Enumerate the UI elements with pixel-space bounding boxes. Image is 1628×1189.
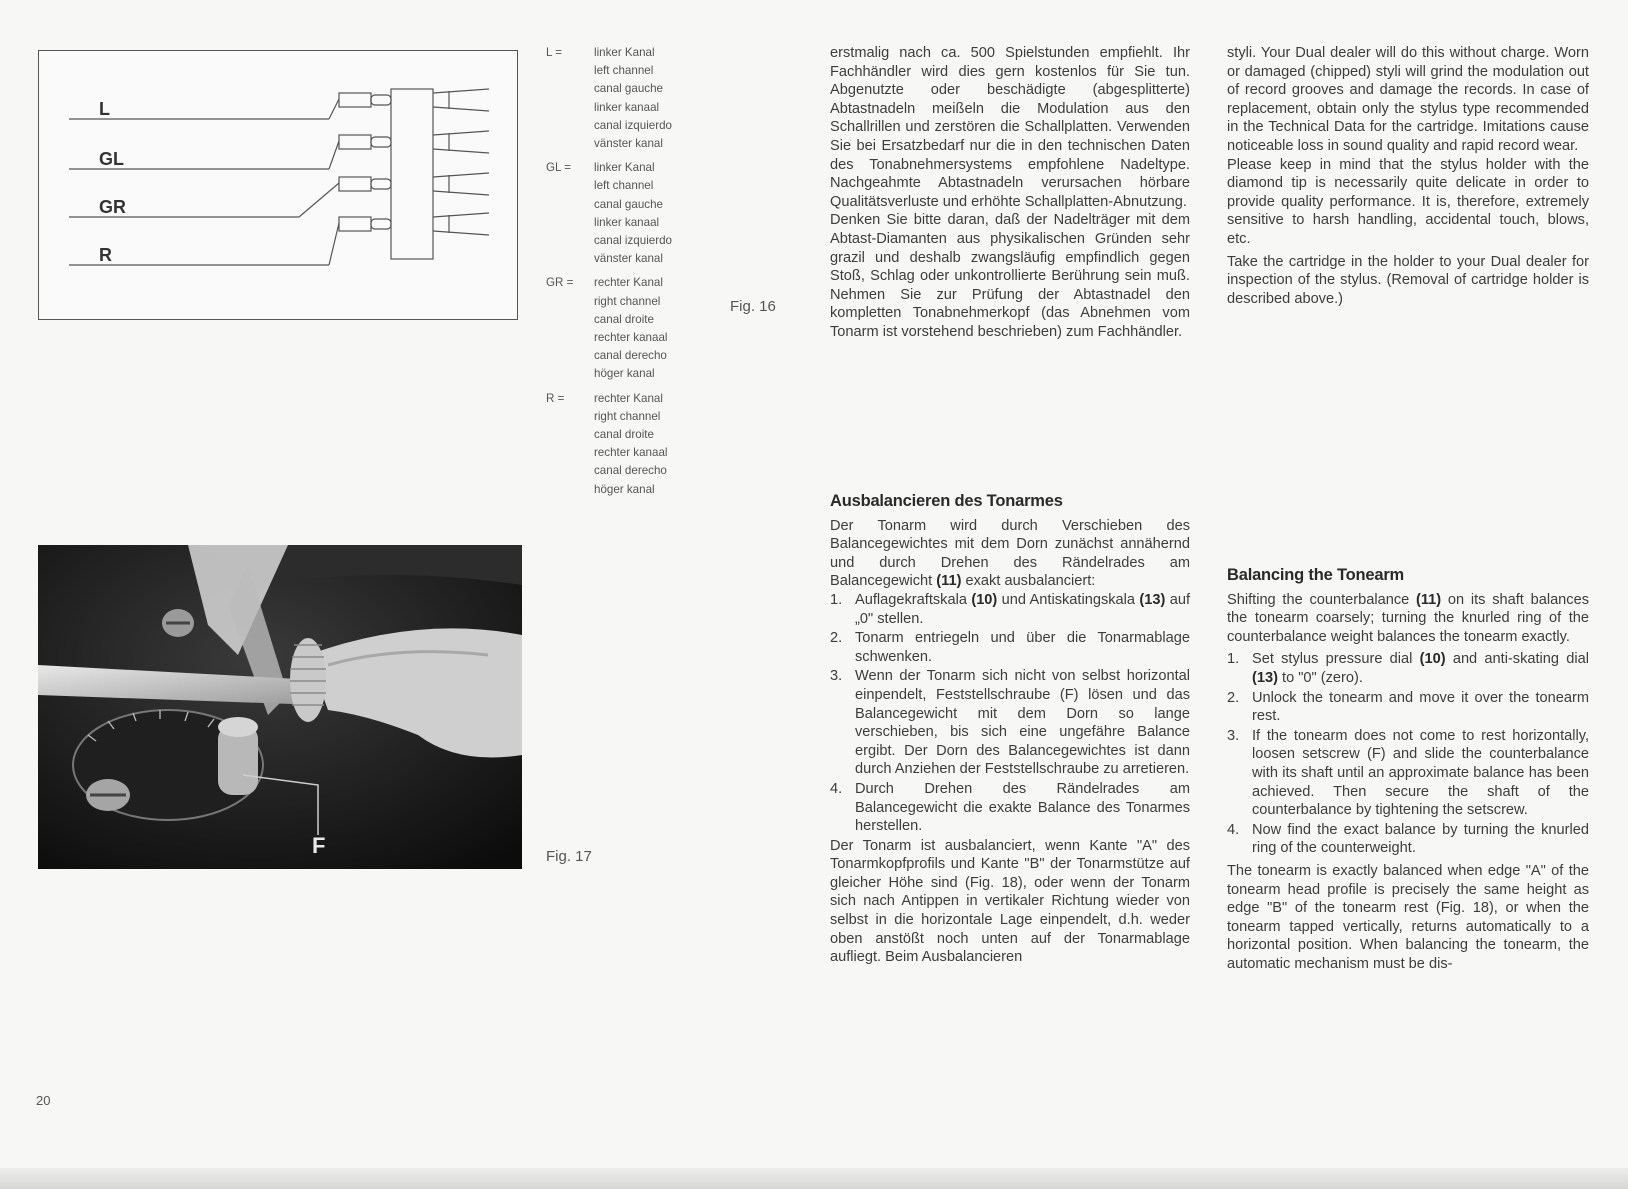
channel-legend bbox=[546, 44, 716, 505]
german-steps bbox=[830, 591, 1190, 836]
legend-line: rechter Kanal bbox=[594, 391, 663, 405]
legend-line: right channel bbox=[594, 294, 661, 308]
legend-line: linker Kanal bbox=[594, 46, 655, 59]
step-number: 2. bbox=[830, 630, 843, 647]
step-number: 1. bbox=[1227, 651, 1240, 668]
legend-line: vänster kanal bbox=[594, 252, 663, 266]
step-text-b: und Antiskatingskala bbox=[1001, 591, 1136, 608]
wiring-schematic bbox=[39, 51, 517, 319]
legend-group-GR bbox=[546, 274, 716, 383]
legend-line: canal gauche bbox=[594, 82, 663, 96]
step-text: Wenn der Tonarm sich nicht von selbst horizontal einpendelt, Feststellschraube (F) lösen und das Balancegewicht mit dem Dorn so lange verschieben, bis sich eine ungefähre Balance ergibt. Der Dorn des Balancegewichtes ist dann durch Anziehen der Feststellschraube zu arretieren. bbox=[855, 668, 1190, 778]
legend-line: canal izquierdo bbox=[594, 118, 672, 132]
legend-line: left channel bbox=[594, 64, 654, 78]
german-heading: Ausbalancieren des Tonarmes bbox=[830, 492, 1063, 510]
english-step bbox=[1227, 821, 1589, 858]
step-text: Unlock the tonearm and move it over the tonearm rest. bbox=[1252, 689, 1589, 725]
english-step bbox=[1227, 727, 1589, 820]
fig17-photo bbox=[38, 545, 522, 869]
step-number: 3. bbox=[830, 668, 843, 685]
wire-label-GL: GL bbox=[99, 149, 124, 169]
legend-group-GL bbox=[546, 159, 716, 268]
legend-line: linker Kanal bbox=[594, 161, 655, 175]
legend-line: canal gauche bbox=[594, 197, 663, 211]
english-intro3: Take the cartridge in the holder to your Dual dealer for inspection of the stylus. (Removal of cartridge holder is described above.) bbox=[1227, 253, 1589, 307]
step-text-b: and anti-skating dial bbox=[1452, 651, 1589, 668]
fig16-wiring-diagram bbox=[38, 50, 518, 320]
step-text: Now find the exact balance by turning the knurled ring of the counterweight. bbox=[1252, 821, 1589, 857]
step-ref-13: (13) bbox=[1252, 669, 1278, 686]
legend-line: vänster kanal bbox=[594, 137, 663, 151]
step-number: 2. bbox=[1227, 689, 1240, 706]
legend-key: L = bbox=[546, 46, 563, 59]
german-intro: erstmalig nach ca. 500 Spielstunden empfiehlt. Ihr Fachhändler wird dies gern kostenlos für Sie tun. Abgenutzte oder beschädigte (abgesplitterte) Abtastnadeln meißeln die Modulation aus den Schallrillen und zerstören die Schallplatten. Verwenden Sie bei Ersatzbedarf nur die in den technischen Daten des Tonabnehmersystems empfohlene Nadeltype. Nachgeahmte Abtastnadeln verursachen hörbare Qualitätsverluste und erhöhte Schallplatten-Abnutzung. bbox=[830, 45, 1190, 210]
german-intro2: Denken Sie bitte daran, daß der Nadelträger mit dem Abtast-Diamanten aus physikalischen Gründen sehr grazil und deshalb zwangsläufig empfindlich gegen Stoß, Schlag oder unkontrollierte Berührung sein muß. Nehmen Sie zur Prüfung der Abtastnadel den kompletten Tonabnehmerkopf (das Abnehmen vom Tonarm ist vorstehend beschrieben) zum Fachhändler. bbox=[830, 212, 1190, 340]
legend-line: rechter kanaal bbox=[594, 331, 668, 345]
german-balancing-section bbox=[830, 492, 1190, 967]
step-text-a: Set stylus pressure dial bbox=[1252, 651, 1413, 668]
english-step bbox=[1227, 689, 1589, 726]
step-number: 1. bbox=[830, 591, 843, 608]
step-text: If the tonearm does not come to rest horizontally, loosen setscrew (F) and slide the counterbalance with its shaft until an approximate balance has been achieved. Then secure the shaft of the counterbalance by tightening the setscrew. bbox=[1252, 727, 1589, 819]
english-steps bbox=[1227, 650, 1589, 858]
legend-line: linker kanaal bbox=[594, 215, 660, 229]
english-outro: The tonearm is exactly balanced when edge "A" of the tonearm head profile is precisely the same height as edge "B" of the tonearm rest (Fig. 18), or when the tonearm tapped vertically, returns automatically to a horizontal position. When balancing the tonearm, the automatic mechanism must be dis- bbox=[1227, 862, 1589, 972]
german-para-post: exakt ausbalanciert: bbox=[965, 573, 1096, 590]
fig16-caption: Fig. 16 bbox=[730, 298, 776, 315]
german-outro: Der Tonarm ist ausbalanciert, wenn Kante "A" des Tonarmkopfprofils und Kante "B" der Tonarmstütze auf gleicher Höhe sind (Fig. 18), oder wenn der Tonarm sich nach Antippen in vertikaler Richtung wieder von selbst in die horizontale Lage einpendelt, d.h. weder oben anstößt noch unten auf der Tonarmablage aufliegt. Beim Ausbalancieren bbox=[830, 837, 1190, 966]
legend-line: rechter kanaal bbox=[594, 446, 668, 460]
wire-label-GR: GR bbox=[99, 197, 126, 217]
english-heading: Balancing the Tonearm bbox=[1227, 566, 1405, 584]
step-number: 4. bbox=[830, 780, 843, 797]
page-bottom-edge bbox=[0, 1168, 1628, 1189]
tonearm-photo-illustration bbox=[38, 545, 522, 869]
german-para-ref: (11) bbox=[936, 573, 962, 590]
step-text-a: Auflagekraftskala bbox=[855, 591, 967, 608]
fig17-label-F: F bbox=[312, 833, 326, 858]
legend-line: höger kanal bbox=[594, 367, 655, 381]
german-step bbox=[830, 591, 1190, 628]
legend-key: GL = bbox=[546, 161, 572, 175]
german-step bbox=[830, 780, 1190, 836]
legend-line: canal izquierdo bbox=[594, 234, 672, 248]
legend-line: höger kanal bbox=[594, 482, 655, 496]
german-para-pre: Der Tonarm wird durch Verschieben des Balancegewichtes mit dem Dorn zunächst annähernd und durch Drehen des Rändelrades am Balancegewicht bbox=[830, 517, 1190, 590]
legend-line: rechter Kanal bbox=[594, 276, 663, 290]
german-column bbox=[830, 44, 1190, 342]
legend-key: GR = bbox=[546, 276, 574, 290]
legend-group-L bbox=[546, 44, 716, 153]
step-text-c: auf „0" stellen. bbox=[855, 591, 1191, 627]
step-number: 4. bbox=[1227, 821, 1240, 838]
wire-label-R: R bbox=[99, 245, 112, 265]
step-ref-10: (10) bbox=[1419, 651, 1446, 668]
step-text: Durch Drehen des Rändelrades am Balancegewicht die exakte Balance des Tonarmes herstellen. bbox=[855, 780, 1190, 835]
legend-line: right channel bbox=[594, 409, 661, 423]
legend-line: canal droite bbox=[594, 312, 654, 326]
english-step bbox=[1227, 650, 1589, 687]
page-number: 20 bbox=[36, 1093, 51, 1108]
english-para-ref: (11) bbox=[1416, 591, 1442, 608]
legend-key: R = bbox=[546, 391, 565, 405]
english-intro2: Please keep in mind that the stylus holder with the diamond tip is necessarily quite delicate in order to provide quality performance. It is, therefore, extremely sensitive to harsh handling, accidental touch, blows, etc. bbox=[1227, 156, 1589, 247]
english-column bbox=[1227, 44, 1589, 308]
step-text: Tonarm entriegeln und über die Tonarmablage schwenken. bbox=[855, 630, 1190, 665]
step-ref-10: (10) bbox=[971, 591, 998, 608]
legend-line: canal derecho bbox=[594, 464, 667, 478]
legend-line: canal droite bbox=[594, 428, 654, 442]
fig17-caption: Fig. 17 bbox=[546, 848, 592, 865]
legend-line: left channel bbox=[594, 179, 654, 193]
german-step bbox=[830, 629, 1190, 666]
step-number: 3. bbox=[1227, 727, 1240, 744]
wire-label-L: L bbox=[99, 99, 110, 119]
legend-line: canal derecho bbox=[594, 349, 667, 363]
english-balancing-paragraph bbox=[1227, 591, 1589, 647]
legend-group-R bbox=[546, 390, 716, 499]
german-step bbox=[830, 667, 1190, 779]
legend-line: linker kanaal bbox=[594, 100, 660, 114]
step-ref-13: (13) bbox=[1139, 591, 1166, 608]
english-balancing-section bbox=[1227, 566, 1589, 973]
german-balancing-paragraph bbox=[830, 517, 1190, 591]
english-intro: styli. Your Dual dealer will do this without charge. Worn or damaged (chipped) styli will grind the modulation out of record grooves and damage the records. In case of replacement, obtain only the stylus type recommended in the Technical Data for the cartridge. Imitations cause noticeable loss in sound quality and rapid record wear. bbox=[1227, 45, 1589, 154]
english-para-post: on its shaft balances the tonearm coarsely; turning the knurled ring of the counterbalance weight balances the tonearm exactly. bbox=[1227, 591, 1590, 645]
step-text-c: to "0" (zero). bbox=[1282, 669, 1363, 686]
english-para-pre: Shifting the counterbalance bbox=[1227, 591, 1410, 608]
